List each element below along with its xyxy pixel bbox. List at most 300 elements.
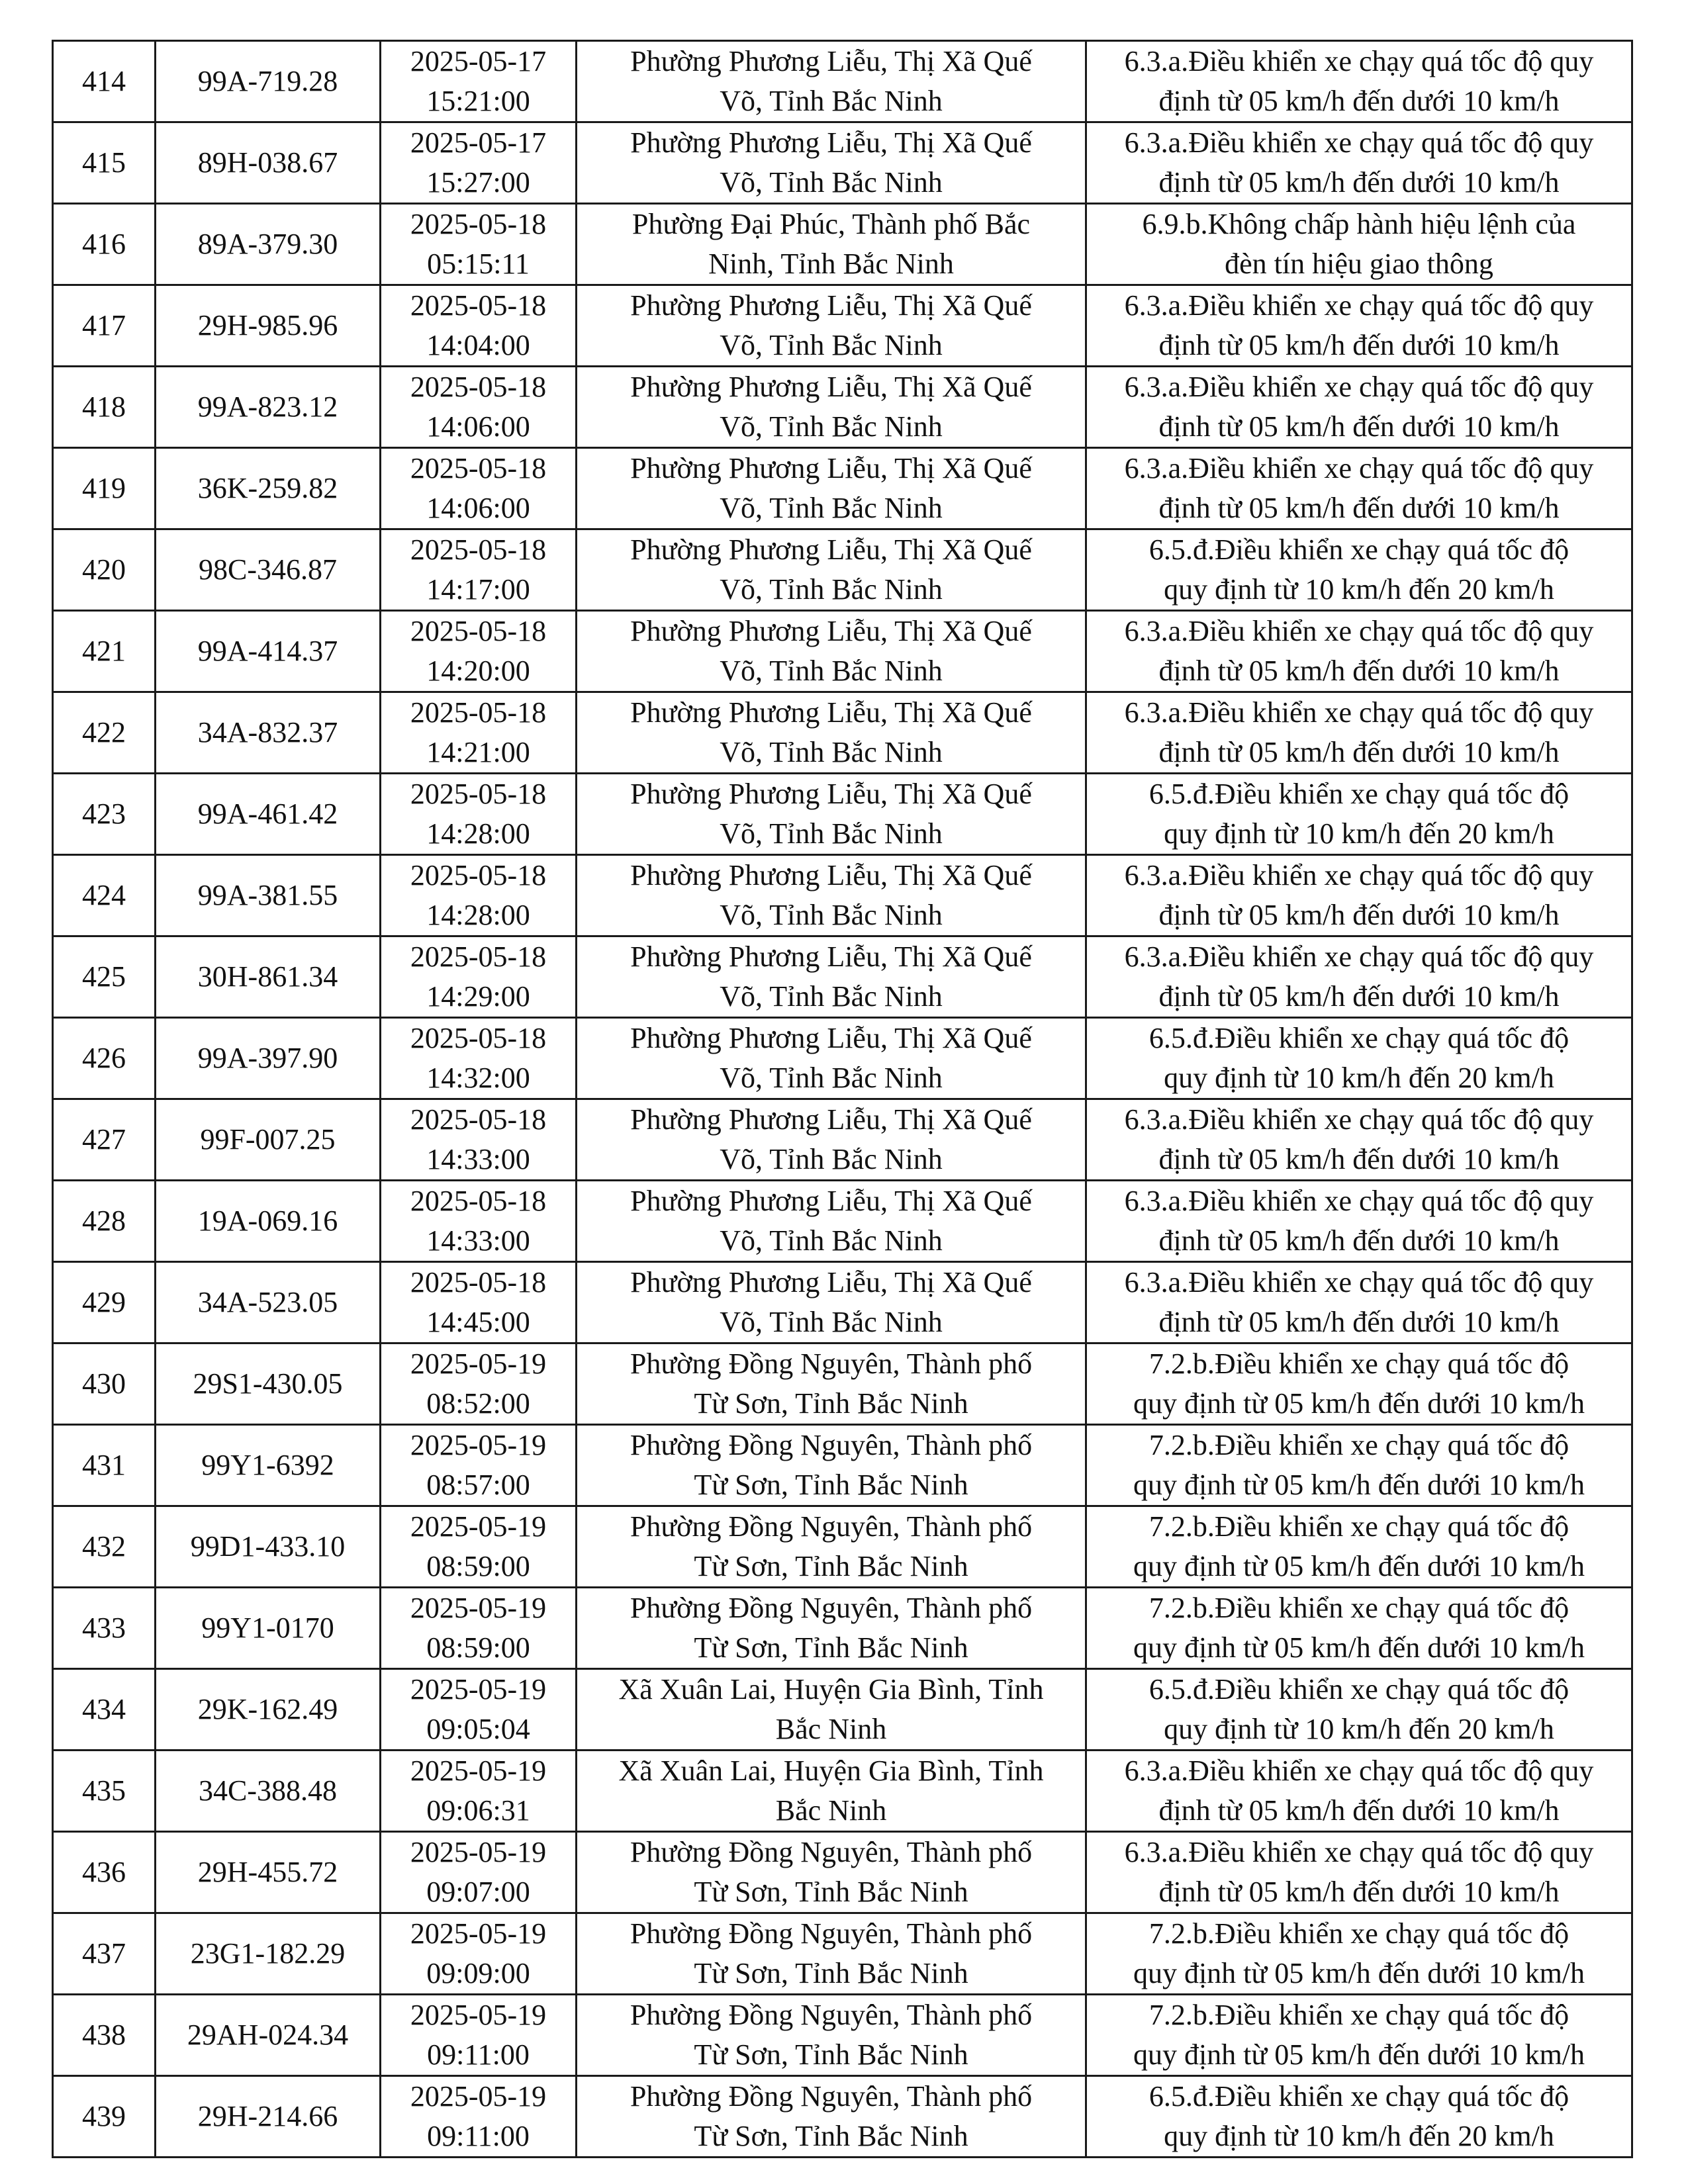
location-line: Phường Phương Liễu, Thị Xã Quế: [630, 1022, 1032, 1054]
violation-date: 2025-05-19: [410, 1836, 547, 1868]
table-row: [53, 122, 1632, 204]
license-plate-cell: [156, 1669, 381, 1751]
location-cell: [577, 1099, 1086, 1181]
license-plate: 34C-388.48: [199, 1774, 337, 1807]
row-number-cell: [53, 122, 156, 204]
license-plate-cell: [156, 855, 381, 936]
violation-time-cell: [381, 122, 577, 204]
location-line: Phường Phương Liễu, Thị Xã Quế: [630, 615, 1032, 647]
violation-date: 2025-05-18: [410, 452, 547, 484]
license-plate-cell: [156, 1018, 381, 1099]
table-row: [53, 1262, 1632, 1343]
violation-date: 2025-05-19: [410, 1510, 547, 1543]
location-line: Võ, Tỉnh Bắc Ninh: [720, 573, 943, 606]
location-cell: [577, 41, 1086, 122]
row-number: 424: [82, 879, 126, 911]
violation-line: 6.3.a.Điều khiển xe chạy quá tốc độ quy: [1124, 859, 1594, 891]
row-number: 430: [82, 1367, 126, 1400]
location-line: Phường Đồng Nguyên, Thành phố: [630, 1917, 1033, 1950]
violation-clock-time: 14:20:00: [426, 655, 530, 687]
violation-clock-time: 14:33:00: [426, 1143, 530, 1175]
location-line: Từ Sơn, Tỉnh Bắc Ninh: [694, 1876, 968, 1908]
license-plate: 99Y1-6392: [201, 1449, 334, 1481]
row-number-cell: [53, 1832, 156, 1913]
violation-cell: [1086, 1343, 1632, 1425]
violation-clock-time: 14:17:00: [426, 573, 530, 606]
table-row: [53, 1751, 1632, 1832]
violation-cell: [1086, 1018, 1632, 1099]
row-number-cell: [53, 1262, 156, 1343]
row-number: 419: [82, 472, 126, 504]
location-cell: [577, 692, 1086, 774]
row-number-cell: [53, 367, 156, 448]
license-plate: 89A-379.30: [197, 228, 338, 260]
location-line: Phường Phương Liễu, Thị Xã Quế: [630, 1266, 1032, 1298]
location-line: Phường Phương Liễu, Thị Xã Quế: [630, 371, 1032, 403]
violation-line: 6.9.b.Không chấp hành hiệu lệnh của: [1142, 208, 1576, 240]
violation-clock-time: 14:21:00: [426, 736, 530, 768]
violation-line: 7.2.b.Điều khiển xe chạy quá tốc độ: [1149, 1429, 1570, 1461]
license-plate-cell: [156, 1751, 381, 1832]
license-plate: 30H-861.34: [197, 960, 338, 993]
violation-line: quy định từ 10 km/h đến 20 km/h: [1164, 1713, 1554, 1745]
violation-time-cell: [381, 1506, 577, 1588]
violation-line: quy định từ 10 km/h đến 20 km/h: [1164, 817, 1554, 850]
row-number: 436: [82, 1856, 126, 1888]
license-plate-cell: [156, 204, 381, 285]
license-plate-cell: [156, 774, 381, 855]
violation-time-cell: [381, 1181, 577, 1262]
violation-time-cell: [381, 1751, 577, 1832]
location-line: Phường Đồng Nguyên, Thành phố: [630, 1347, 1033, 1380]
violation-date: 2025-05-19: [410, 1754, 547, 1787]
row-number-cell: [53, 692, 156, 774]
violation-line: định từ 05 km/h đến dưới 10 km/h: [1158, 85, 1560, 117]
violation-cell: [1086, 1506, 1632, 1588]
location-cell: [577, 1343, 1086, 1425]
location-line: Ninh, Tỉnh Bắc Ninh: [708, 248, 954, 280]
violation-time-cell: [381, 1588, 577, 1669]
row-number-cell: [53, 1913, 156, 1995]
violation-cell: [1086, 1913, 1632, 1995]
license-plate: 29AH-024.34: [187, 2019, 349, 2051]
license-plate: 29S1-430.05: [193, 1367, 343, 1400]
violation-line: định từ 05 km/h đến dưới 10 km/h: [1158, 329, 1560, 361]
license-plate: 23G1-182.29: [190, 1937, 346, 1970]
violation-clock-time: 09:07:00: [426, 1876, 530, 1908]
row-number: 434: [82, 1693, 126, 1725]
violation-date: 2025-05-19: [410, 1347, 547, 1380]
violation-line: 6.3.a.Điều khiển xe chạy quá tốc độ quy: [1124, 1185, 1594, 1217]
document-page: [52, 40, 1631, 2158]
violation-line: 6.5.đ.Điều khiển xe chạy quá tốc độ: [1149, 2080, 1570, 2113]
license-plate: 29K-162.49: [197, 1693, 338, 1725]
violation-date: 2025-05-18: [410, 940, 547, 973]
violation-date: 2025-05-19: [410, 2080, 547, 2113]
violation-date: 2025-05-19: [410, 1592, 547, 1624]
violation-cell: [1086, 285, 1632, 367]
location-line: Phường Đồng Nguyên, Thành phố: [630, 1592, 1033, 1624]
violation-line: quy định từ 05 km/h đến dưới 10 km/h: [1133, 1957, 1585, 1989]
location-cell: [577, 529, 1086, 611]
location-line: Võ, Tỉnh Bắc Ninh: [720, 1062, 943, 1094]
license-plate-cell: [156, 2076, 381, 2158]
location-cell: [577, 1588, 1086, 1669]
violation-cell: [1086, 1669, 1632, 1751]
violation-time-cell: [381, 1343, 577, 1425]
violation-line: định từ 05 km/h đến dưới 10 km/h: [1158, 166, 1560, 199]
location-line: Phường Đồng Nguyên, Thành phố: [630, 1836, 1033, 1868]
violation-clock-time: 14:28:00: [426, 817, 530, 850]
violation-time-cell: [381, 1018, 577, 1099]
violation-line: định từ 05 km/h đến dưới 10 km/h: [1158, 655, 1560, 687]
license-plate: 36K-259.82: [197, 472, 338, 504]
violation-time-cell: [381, 367, 577, 448]
violation-cell: [1086, 2076, 1632, 2158]
violation-line: 7.2.b.Điều khiển xe chạy quá tốc độ: [1149, 1592, 1570, 1624]
row-number-cell: [53, 1995, 156, 2076]
location-line: Phường Đồng Nguyên, Thành phố: [630, 1510, 1033, 1543]
violation-date: 2025-05-18: [410, 859, 547, 891]
violation-cell: [1086, 611, 1632, 692]
row-number: 428: [82, 1205, 126, 1237]
row-number: 414: [82, 65, 126, 97]
violation-line: 6.3.a.Điều khiển xe chạy quá tốc độ quy: [1124, 615, 1594, 647]
license-plate-cell: [156, 692, 381, 774]
row-number-cell: [53, 204, 156, 285]
license-plate-cell: [156, 1425, 381, 1506]
violation-line: 7.2.b.Điều khiển xe chạy quá tốc độ: [1149, 1510, 1570, 1543]
license-plate: 29H-214.66: [197, 2100, 338, 2132]
row-number: 431: [82, 1449, 126, 1481]
row-number: 433: [82, 1612, 126, 1644]
violation-date: 2025-05-17: [410, 45, 547, 77]
table-row: [53, 936, 1632, 1018]
row-number: 439: [82, 2100, 126, 2132]
violation-cell: [1086, 1262, 1632, 1343]
violation-line: định từ 05 km/h đến dưới 10 km/h: [1158, 736, 1560, 768]
row-number: 421: [82, 635, 126, 667]
violation-date: 2025-05-18: [410, 1022, 547, 1054]
violation-clock-time: 09:05:04: [426, 1713, 530, 1745]
violation-line: định từ 05 km/h đến dưới 10 km/h: [1158, 1306, 1560, 1338]
location-line: Võ, Tỉnh Bắc Ninh: [720, 85, 943, 117]
violation-clock-time: 14:45:00: [426, 1306, 530, 1338]
violation-date: 2025-05-18: [410, 1185, 547, 1217]
violation-line: 7.2.b.Điều khiển xe chạy quá tốc độ: [1149, 1347, 1570, 1380]
violation-cell: [1086, 855, 1632, 936]
location-line: Phường Đại Phúc, Thành phố Bắc: [632, 208, 1031, 240]
row-number-cell: [53, 1588, 156, 1669]
location-line: Xã Xuân Lai, Huyện Gia Bình, Tỉnh: [618, 1754, 1044, 1787]
violation-clock-time: 15:27:00: [426, 166, 530, 199]
violation-date: 2025-05-18: [410, 1266, 547, 1298]
violation-time-cell: [381, 285, 577, 367]
table-row: [53, 204, 1632, 285]
row-number-cell: [53, 855, 156, 936]
violation-line: định từ 05 km/h đến dưới 10 km/h: [1158, 1224, 1560, 1257]
violation-line: 7.2.b.Điều khiển xe chạy quá tốc độ: [1149, 1999, 1570, 2031]
violation-clock-time: 08:52:00: [426, 1387, 530, 1420]
row-number-cell: [53, 774, 156, 855]
location-cell: [577, 1669, 1086, 1751]
location-line: Phường Đồng Nguyên, Thành phố: [630, 1999, 1033, 2031]
license-plate-cell: [156, 529, 381, 611]
violation-line: 6.5.đ.Điều khiển xe chạy quá tốc độ: [1149, 533, 1570, 566]
license-plate: 98C-346.87: [199, 553, 337, 586]
table-row: [53, 529, 1632, 611]
license-plate-cell: [156, 367, 381, 448]
license-plate: 34A-832.37: [197, 716, 338, 749]
row-number: 418: [82, 390, 126, 423]
row-number: 422: [82, 716, 126, 749]
violation-clock-time: 14:06:00: [426, 410, 530, 443]
violation-line: định từ 05 km/h đến dưới 10 km/h: [1158, 1794, 1560, 1827]
location-line: Phường Phương Liễu, Thị Xã Quế: [630, 45, 1032, 77]
table-row: [53, 2076, 1632, 2158]
violation-cell: [1086, 692, 1632, 774]
violation-line: 6.3.a.Điều khiển xe chạy quá tốc độ quy: [1124, 1103, 1594, 1136]
row-number-cell: [53, 1425, 156, 1506]
license-plate: 19A-069.16: [197, 1205, 338, 1237]
location-line: Phường Phương Liễu, Thị Xã Quế: [630, 859, 1032, 891]
location-cell: [577, 1506, 1086, 1588]
violation-cell: [1086, 1181, 1632, 1262]
violation-clock-time: 09:06:31: [426, 1794, 530, 1827]
license-plate: 34A-523.05: [197, 1286, 338, 1318]
location-cell: [577, 1262, 1086, 1343]
row-number-cell: [53, 1099, 156, 1181]
violation-time-cell: [381, 529, 577, 611]
violation-line: 6.3.a.Điều khiển xe chạy quá tốc độ quy: [1124, 126, 1594, 159]
location-line: Phường Phương Liễu, Thị Xã Quế: [630, 1185, 1032, 1217]
violation-line: 6.5.đ.Điều khiển xe chạy quá tốc độ: [1149, 1673, 1570, 1706]
location-line: Từ Sơn, Tỉnh Bắc Ninh: [694, 1387, 968, 1420]
license-plate-cell: [156, 448, 381, 529]
violation-clock-time: 08:59:00: [426, 1631, 530, 1664]
violation-cell: [1086, 529, 1632, 611]
violation-date: 2025-05-19: [410, 1673, 547, 1706]
license-plate-cell: [156, 1262, 381, 1343]
violation-time-cell: [381, 448, 577, 529]
location-line: Xã Xuân Lai, Huyện Gia Bình, Tỉnh: [618, 1673, 1044, 1706]
row-number: 416: [82, 228, 126, 260]
row-number: 425: [82, 960, 126, 993]
violation-cell: [1086, 122, 1632, 204]
license-plate: 99Y1-0170: [201, 1612, 334, 1644]
location-cell: [577, 448, 1086, 529]
license-plate-cell: [156, 41, 381, 122]
violation-cell: [1086, 1099, 1632, 1181]
violation-line: định từ 05 km/h đến dưới 10 km/h: [1158, 899, 1560, 931]
license-plate: 99A-823.12: [197, 390, 338, 423]
table-row: [53, 1099, 1632, 1181]
violation-cell: [1086, 204, 1632, 285]
location-line: Võ, Tỉnh Bắc Ninh: [720, 980, 943, 1013]
violation-date: 2025-05-18: [410, 208, 547, 240]
violation-line: quy định từ 10 km/h đến 20 km/h: [1164, 1062, 1554, 1094]
table-row: [53, 1018, 1632, 1099]
violation-line: 6.3.a.Điều khiển xe chạy quá tốc độ quy: [1124, 452, 1594, 484]
location-line: Phường Phương Liễu, Thị Xã Quế: [630, 533, 1032, 566]
violation-time-cell: [381, 936, 577, 1018]
license-plate-cell: [156, 1913, 381, 1995]
location-cell: [577, 1751, 1086, 1832]
table-row: [53, 448, 1632, 529]
violation-clock-time: 14:06:00: [426, 492, 530, 524]
violation-cell: [1086, 1751, 1632, 1832]
violation-line: 6.3.a.Điều khiển xe chạy quá tốc độ quy: [1124, 1836, 1594, 1868]
violation-line: 6.3.a.Điều khiển xe chạy quá tốc độ quy: [1124, 696, 1594, 729]
row-number-cell: [53, 1181, 156, 1262]
violation-clock-time: 14:04:00: [426, 329, 530, 361]
row-number-cell: [53, 529, 156, 611]
violations-table: [52, 40, 1633, 2158]
violation-time-cell: [381, 611, 577, 692]
license-plate: 99F-007.25: [200, 1123, 336, 1156]
violation-time-cell: [381, 41, 577, 122]
violation-clock-time: 14:29:00: [426, 980, 530, 1013]
row-number: 417: [82, 309, 126, 341]
location-line: Từ Sơn, Tỉnh Bắc Ninh: [694, 2120, 968, 2152]
row-number: 429: [82, 1286, 126, 1318]
license-plate: 29H-455.72: [197, 1856, 338, 1888]
location-line: Võ, Tỉnh Bắc Ninh: [720, 1306, 943, 1338]
location-cell: [577, 855, 1086, 936]
location-line: Phường Phương Liễu, Thị Xã Quế: [630, 778, 1032, 810]
violation-line: 6.3.a.Điều khiển xe chạy quá tốc độ quy: [1124, 1266, 1594, 1298]
location-cell: [577, 1832, 1086, 1913]
location-line: Phường Phương Liễu, Thị Xã Quế: [630, 696, 1032, 729]
row-number-cell: [53, 41, 156, 122]
violation-clock-time: 08:57:00: [426, 1469, 530, 1501]
table-row: [53, 692, 1632, 774]
license-plate: 99A-719.28: [197, 65, 338, 97]
license-plate: 89H-038.67: [197, 146, 338, 179]
violation-cell: [1086, 448, 1632, 529]
violation-time-cell: [381, 1425, 577, 1506]
violation-time-cell: [381, 1669, 577, 1751]
table-row: [53, 1669, 1632, 1751]
row-number: 423: [82, 797, 126, 830]
violation-line: định từ 05 km/h đến dưới 10 km/h: [1158, 410, 1560, 443]
location-line: Bắc Ninh: [775, 1713, 887, 1745]
location-line: Phường Phương Liễu, Thị Xã Quế: [630, 940, 1032, 973]
location-cell: [577, 204, 1086, 285]
table-row: [53, 1913, 1632, 1995]
location-line: Phường Phương Liễu, Thị Xã Quế: [630, 126, 1032, 159]
violation-time-cell: [381, 1995, 577, 2076]
license-plate-cell: [156, 1181, 381, 1262]
violation-line: 6.3.a.Điều khiển xe chạy quá tốc độ quy: [1124, 289, 1594, 322]
violation-date: 2025-05-18: [410, 696, 547, 729]
license-plate: 99A-381.55: [197, 879, 338, 911]
location-line: Phường Phương Liễu, Thị Xã Quế: [630, 452, 1032, 484]
violation-time-cell: [381, 774, 577, 855]
violation-line: quy định từ 05 km/h đến dưới 10 km/h: [1133, 1631, 1585, 1664]
row-number-cell: [53, 2076, 156, 2158]
license-plate-cell: [156, 122, 381, 204]
location-line: Võ, Tỉnh Bắc Ninh: [720, 329, 943, 361]
violation-date: 2025-05-19: [410, 1999, 547, 2031]
table-row: [53, 41, 1632, 122]
location-line: Võ, Tỉnh Bắc Ninh: [720, 410, 943, 443]
violation-time-cell: [381, 2076, 577, 2158]
violation-clock-time: 08:59:00: [426, 1550, 530, 1582]
violation-clock-time: 09:09:00: [426, 1957, 530, 1989]
table-row: [53, 1343, 1632, 1425]
table-row: [53, 1832, 1632, 1913]
violation-date: 2025-05-18: [410, 778, 547, 810]
row-number: 415: [82, 146, 126, 179]
location-line: Phường Phương Liễu, Thị Xã Quế: [630, 1103, 1032, 1136]
row-number: 426: [82, 1042, 126, 1074]
violation-clock-time: 15:21:00: [426, 85, 530, 117]
location-line: Võ, Tỉnh Bắc Ninh: [720, 1143, 943, 1175]
violation-line: định từ 05 km/h đến dưới 10 km/h: [1158, 492, 1560, 524]
row-number-cell: [53, 936, 156, 1018]
row-number: 427: [82, 1123, 126, 1156]
table-row: [53, 285, 1632, 367]
license-plate-cell: [156, 1099, 381, 1181]
violation-date: 2025-05-19: [410, 1917, 547, 1950]
location-cell: [577, 1995, 1086, 2076]
license-plate: 99A-414.37: [197, 635, 338, 667]
location-cell: [577, 1425, 1086, 1506]
table-row: [53, 855, 1632, 936]
violation-date: 2025-05-18: [410, 533, 547, 566]
location-cell: [577, 367, 1086, 448]
license-plate-cell: [156, 1506, 381, 1588]
violation-line: quy định từ 05 km/h đến dưới 10 km/h: [1133, 2038, 1585, 2071]
location-line: Võ, Tỉnh Bắc Ninh: [720, 655, 943, 687]
violations-table-body: [53, 41, 1632, 2158]
violation-clock-time: 14:32:00: [426, 1062, 530, 1094]
location-cell: [577, 1181, 1086, 1262]
violation-time-cell: [381, 1262, 577, 1343]
row-number: 420: [82, 553, 126, 586]
location-line: Võ, Tỉnh Bắc Ninh: [720, 817, 943, 850]
violation-line: 6.5.đ.Điều khiển xe chạy quá tốc độ: [1149, 1022, 1570, 1054]
license-plate: 99A-461.42: [197, 797, 338, 830]
row-number: 438: [82, 2019, 126, 2051]
violation-clock-time: 14:33:00: [426, 1224, 530, 1257]
location-line: Võ, Tỉnh Bắc Ninh: [720, 166, 943, 199]
location-line: Võ, Tỉnh Bắc Ninh: [720, 736, 943, 768]
location-line: Từ Sơn, Tỉnh Bắc Ninh: [694, 1469, 968, 1501]
violation-clock-time: 09:11:00: [427, 2120, 530, 2152]
license-plate-cell: [156, 285, 381, 367]
location-line: Phường Đồng Nguyên, Thành phố: [630, 2080, 1033, 2113]
violation-cell: [1086, 1832, 1632, 1913]
violation-clock-time: 14:28:00: [426, 899, 530, 931]
violation-date: 2025-05-18: [410, 371, 547, 403]
row-number-cell: [53, 1669, 156, 1751]
license-plate-cell: [156, 936, 381, 1018]
row-number-cell: [53, 1751, 156, 1832]
violation-date: 2025-05-18: [410, 615, 547, 647]
violation-time-cell: [381, 855, 577, 936]
violation-line: 6.3.a.Điều khiển xe chạy quá tốc độ quy: [1124, 371, 1594, 403]
row-number: 435: [82, 1774, 126, 1807]
table-row: [53, 1588, 1632, 1669]
license-plate-cell: [156, 1832, 381, 1913]
table-row: [53, 611, 1632, 692]
violation-line: định từ 05 km/h đến dưới 10 km/h: [1158, 980, 1560, 1013]
row-number-cell: [53, 1343, 156, 1425]
location-line: Võ, Tỉnh Bắc Ninh: [720, 899, 943, 931]
row-number-cell: [53, 611, 156, 692]
